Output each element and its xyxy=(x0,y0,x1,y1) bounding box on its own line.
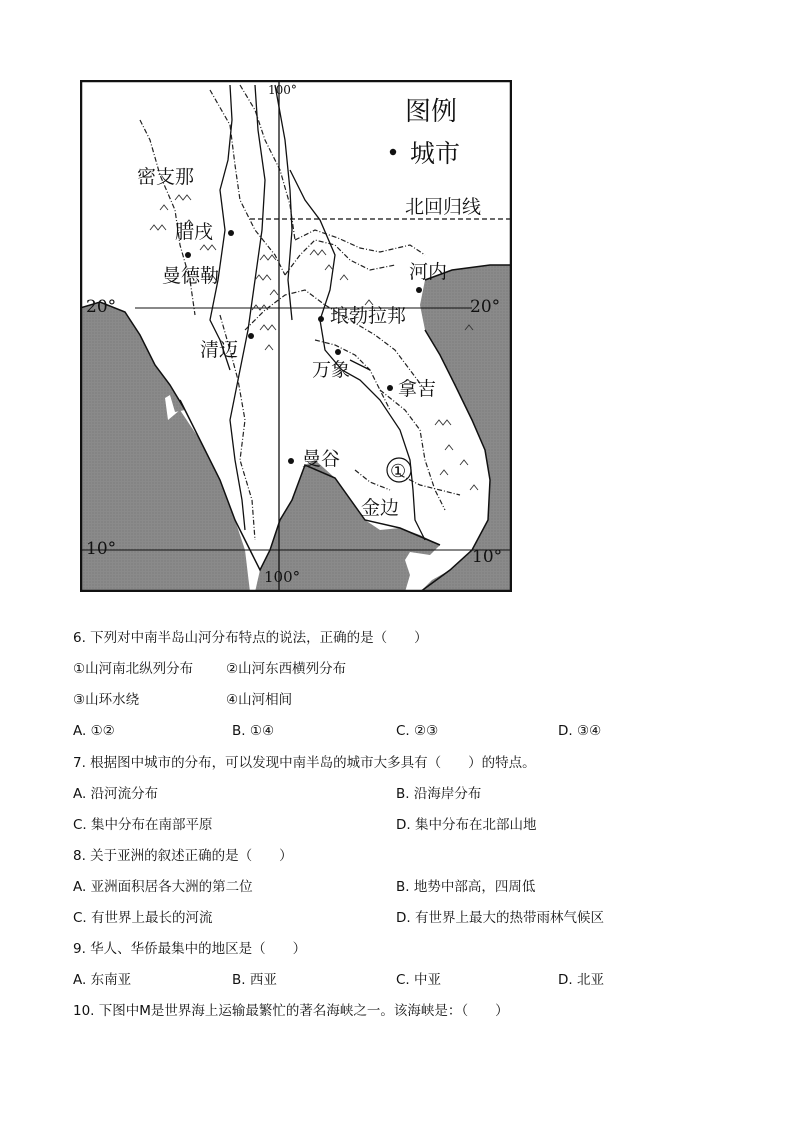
city-label-naji: 拿吉 xyxy=(398,378,437,400)
city-label-phnompenh: 金边 xyxy=(361,497,400,519)
q6-statement-4: ④山河相间 xyxy=(226,692,293,708)
q6-option-c[interactable]: C. ②③ xyxy=(396,723,439,739)
lat10-left-label: 10° xyxy=(86,539,117,559)
map-svg xyxy=(80,80,512,592)
lat20-right-label: 20° xyxy=(470,297,501,317)
lon-top-label: 100° xyxy=(268,83,297,97)
lat10-right-label: 10° xyxy=(472,547,503,567)
q6-option-b[interactable]: B. ①④ xyxy=(232,723,275,739)
q6-statement-1: ①山河南北纵列分布 xyxy=(73,661,194,677)
q6-statement-2: ②山河东西横列分布 xyxy=(226,661,347,677)
q6-option-a[interactable]: A. ①② xyxy=(73,723,115,739)
q7-option-b[interactable]: B. 沿海岸分布 xyxy=(396,786,482,802)
question-10-stem: 10. 下图中M是世界海上运输最繁忙的著名海峡之一。该海峡是：（ ） xyxy=(73,1003,509,1019)
question-6-stem: 6. 下列对中南半岛山河分布特点的说法，正确的是（ ） xyxy=(73,630,428,646)
q7-option-c[interactable]: C. 集中分布在南部平原 xyxy=(73,817,213,833)
q9-option-a[interactable]: A. 东南亚 xyxy=(73,972,132,988)
q6-option-d[interactable]: D. ③④ xyxy=(558,723,602,739)
q8-option-c[interactable]: C. 有世界上最长的河流 xyxy=(73,910,213,926)
city-label-lashu: 腊戌 xyxy=(175,221,214,243)
q7-option-d[interactable]: D. 集中分布在北部山地 xyxy=(396,817,537,833)
q6-statement-3: ③山环水绕 xyxy=(73,692,140,708)
city-label-luang: 琅勃拉邦 xyxy=(330,305,407,327)
city-label-bangkok: 曼谷 xyxy=(302,448,341,470)
legend-city-label: 城市 xyxy=(410,139,461,168)
city-label-mizhina: 密支那 xyxy=(137,166,195,188)
marker-label: ① xyxy=(390,461,407,482)
city-label-mandele: 曼德勒 xyxy=(162,265,220,287)
question-9-stem: 9. 华人、华侨最集中的地区是（ ） xyxy=(73,941,307,957)
legend-city-dot xyxy=(390,149,396,155)
q8-option-b[interactable]: B. 地势中部高，四周低 xyxy=(396,879,536,895)
q9-option-d[interactable]: D. 北亚 xyxy=(558,972,604,988)
legend-title: 图例 xyxy=(405,97,458,127)
lat20-left-label: 20° xyxy=(86,297,117,317)
lon-bottom-label: 100° xyxy=(264,568,301,586)
question-7-stem: 7. 根据图中城市的分布，可以发现中南半岛的城市大多具有（ ）的特点。 xyxy=(73,755,536,771)
city-label-chiangmai: 清迈 xyxy=(200,339,239,361)
q8-option-a[interactable]: A. 亚洲面积居各大洲的第二位 xyxy=(73,879,253,895)
q9-option-c[interactable]: C. 中亚 xyxy=(396,972,442,988)
city-label-hanoi: 河内 xyxy=(409,261,448,283)
city-label-vientiane: 万象 xyxy=(312,359,351,381)
indochina-map xyxy=(80,80,512,592)
q7-option-a[interactable]: A. 沿河流分布 xyxy=(73,786,159,802)
question-8-stem: 8. 关于亚洲的叙述正确的是（ ） xyxy=(73,848,293,864)
q8-option-d[interactable]: D. 有世界上最大的热带雨林气候区 xyxy=(396,910,604,926)
q9-option-b[interactable]: B. 西亚 xyxy=(232,972,277,988)
tropic-label: 北回归线 xyxy=(405,196,482,218)
